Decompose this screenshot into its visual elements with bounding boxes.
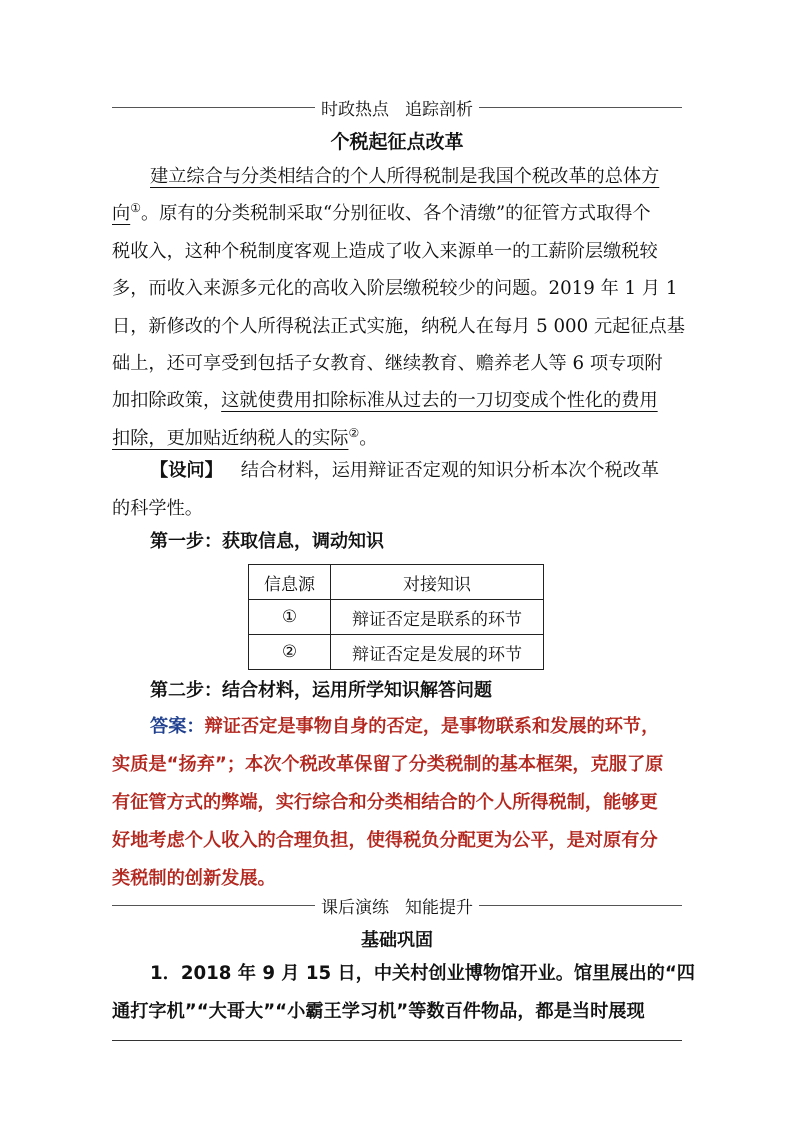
underlined-text: 建立综合与分类相结合的个人所得税制是我国个税改革的总体方 [150, 166, 660, 187]
table-cell-source: ① [249, 600, 331, 635]
text-run: 。 [359, 427, 378, 449]
reference-mark-1: ① [130, 201, 141, 216]
table-cell-source: ② [249, 635, 331, 670]
question-line [112, 452, 684, 490]
material-line [112, 195, 684, 232]
exercise-question-1 [112, 955, 695, 1031]
section-label-part2: 追踪剖析 [405, 99, 473, 120]
text-run: 。原有的分类税制采取“分别征收、各个清缴”的征管方式取得个 [140, 203, 651, 225]
underlined-text: 向 [112, 203, 131, 225]
section-label [315, 95, 479, 120]
subheading-basics: 基础巩固 [361, 930, 433, 951]
table-cell-knowledge: 辩证否定是发展的环节 [331, 635, 544, 670]
underlined-text: 扣除，更加贴近纳税人的实际 [112, 427, 349, 449]
section-label-part1: 课后演练 [321, 897, 389, 918]
material-line: 多，而收入来源多元化的高收入阶层缴税较少的问题。2019 年 1 月 1 [112, 278, 678, 300]
material-paragraph [112, 158, 684, 457]
table-row [249, 600, 544, 635]
table-row [249, 635, 544, 670]
step-one-heading: 第一步：获取信息，调动知识 [150, 531, 384, 552]
question-tag: 【设问】 [150, 460, 223, 481]
reference-mark-2: ② [348, 425, 360, 440]
question-text: 结合材料，运用辩证否定观的知识分析本次个税改革 [240, 460, 660, 481]
knowledge-table [248, 564, 544, 670]
question-block [112, 452, 684, 528]
answer-label: 答案： [150, 716, 205, 737]
divider-line-left [112, 905, 315, 906]
question-line: 的科学性。 [112, 498, 203, 519]
answer-line [112, 708, 684, 746]
section-label-part2: 知能提升 [405, 897, 473, 918]
answer-block [112, 708, 684, 898]
material-line [112, 382, 684, 419]
answer-line: 好地考虑个人收入的合理负担，使得税负分配更为公平，是对原有分 [112, 830, 658, 851]
answer-line: 有征管方式的弊端，实行综合和分类相结合的个人所得税制，能够更 [112, 792, 658, 813]
answer-line: 类税制的创新发展。 [112, 868, 276, 889]
material-line [112, 158, 684, 195]
underlined-text: 这就使费用扣除标准从过去的一刀切变成个性化的费用 [221, 390, 658, 412]
section-divider-practice [112, 894, 682, 916]
divider-line-right [479, 107, 682, 108]
table-header: 信息源 [249, 565, 331, 600]
page-title: 个税起征点改革 [330, 131, 464, 153]
divider-line-left [112, 107, 315, 108]
section-label-part1: 时政热点 [321, 99, 389, 120]
table-cell-knowledge: 辩证否定是联系的环节 [331, 600, 544, 635]
question-1-line: 1．2018 年 9 月 15 日，中关村创业博物馆开业。馆里展出的“四 [150, 963, 695, 984]
material-line: 日，新修改的个人所得税法正式实施，纳税人在每月 5 000 元起征点基 [112, 315, 685, 337]
material-line: 础上，还可享受到包括子女教育、继续教育、赡养老人等 6 项专项附 [112, 353, 663, 375]
table-header: 对接知识 [331, 565, 544, 600]
step-two-heading: 第二步：结合材料，运用所学知识解答问题 [150, 680, 492, 701]
answer-text: 辩证否定是事物自身的否定，是事物联系和发展的环节， [204, 716, 660, 737]
text-run: 加扣除政策， [112, 390, 222, 412]
question-1-line: 通打字机”“大哥大”“小霸王学习机”等数百件物品，都是当时展现 [112, 1001, 645, 1022]
divider-line-right [479, 905, 682, 906]
table-header-row [249, 565, 544, 600]
material-line: 税收入，这种个税制度客观上造成了收入来源单一的工薪阶层缴税较 [112, 240, 658, 262]
section-label [315, 893, 479, 918]
page-bottom-rule [112, 1040, 682, 1041]
section-divider-hot-topics [112, 96, 682, 118]
answer-line: 实质是“扬弃”；本次个税改革保留了分类税制的基本框架，克服了原 [112, 754, 664, 775]
